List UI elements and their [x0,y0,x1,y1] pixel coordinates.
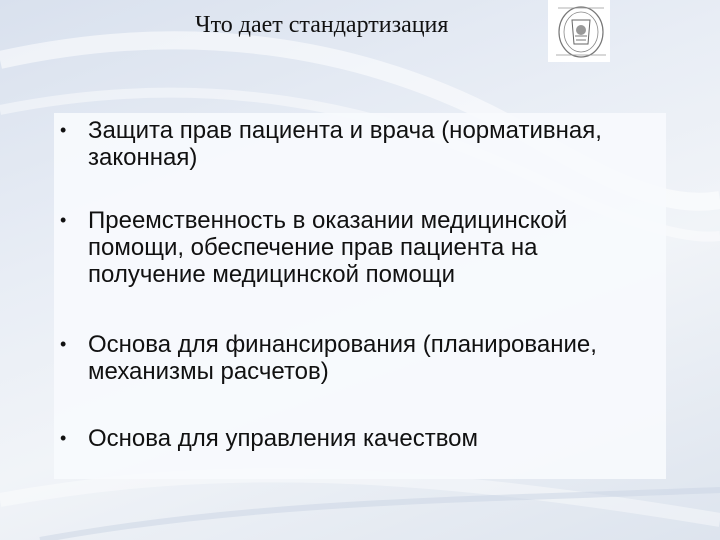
content-panel [54,113,666,479]
bullet-item [60,331,660,385]
seal-icon [548,0,610,62]
bullet-dot: • [60,428,67,448]
bullet-text: Преемственность в оказании медицинской помощи, обеспечение прав пациента на получение медицинской помощи [88,207,568,288]
bullet-text: Основа для финансирования (планирование, механизмы расчетов) [88,331,597,385]
bullet-text: Основа для управления качеством [88,425,479,452]
bullet-item [60,207,660,288]
bullet-dot: • [60,334,67,354]
bullet-dot: • [60,120,67,140]
slide-title: Что дает стандартизация [195,12,449,38]
bullet-dot: • [60,210,67,230]
bullet-item [60,117,660,171]
bullet-text: Защита прав пациента и врача (нормативная, законная) [88,117,602,171]
bullet-item [60,425,660,452]
